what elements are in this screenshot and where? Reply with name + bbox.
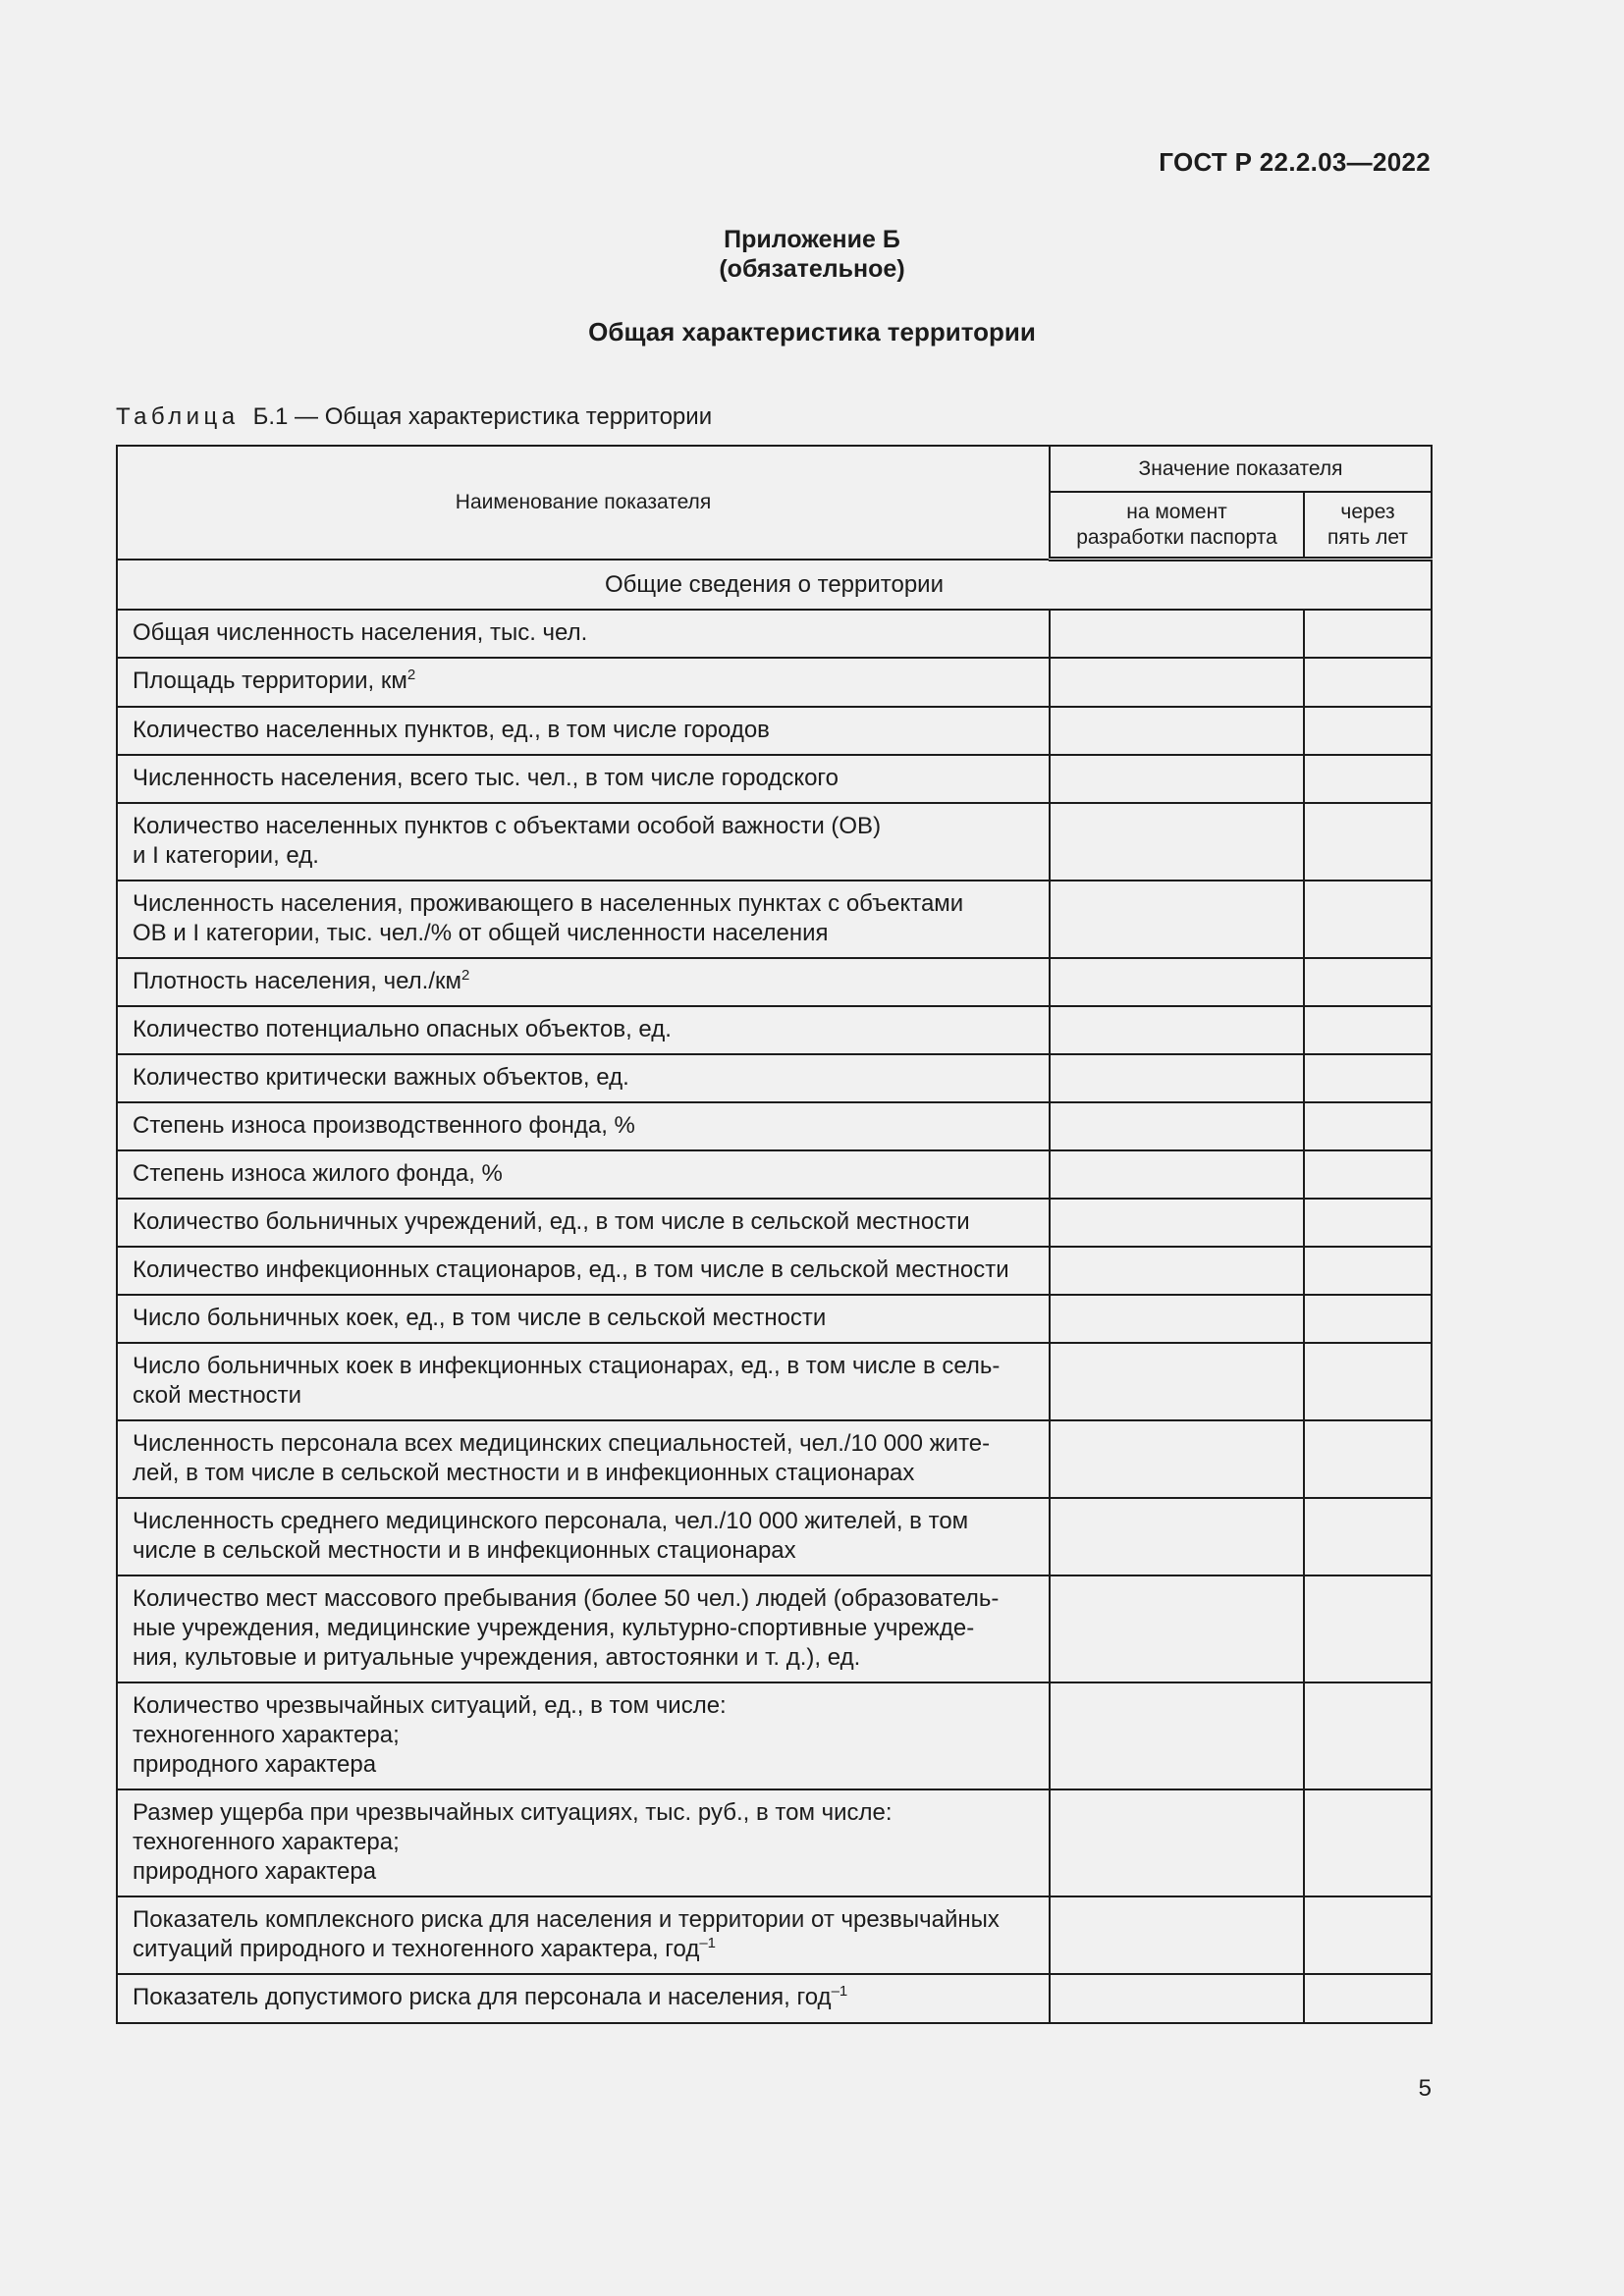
value-current-cell[interactable] — [1050, 1247, 1304, 1295]
indicator-name-line: Количество чрезвычайных ситуаций, ед., в том числе: — [133, 1692, 727, 1719]
value-five-years-cell[interactable] — [1304, 755, 1432, 803]
value-five-years-cell[interactable] — [1304, 1498, 1432, 1575]
indicator-name — [117, 1789, 1050, 1896]
indicator-name-line: ОВ и I категории, тыс. чел./% от общей численности населения — [133, 920, 829, 946]
indicator-name-line: Число больничных коек в инфекционных стационарах, ед., в том числе в сель- — [133, 1353, 1001, 1379]
indicator-name — [117, 1498, 1050, 1575]
table-row — [117, 881, 1432, 958]
table-row — [117, 1102, 1432, 1150]
indicator-name — [117, 1420, 1050, 1498]
indicator-name — [117, 1006, 1050, 1054]
indicator-name — [117, 610, 1050, 658]
indicator-name-text: Площадь территории, км — [133, 667, 407, 694]
value-five-years-cell[interactable] — [1304, 1006, 1432, 1054]
indicator-name-line: Число больничных коек, ед., в том числе в сельской местности — [133, 1305, 827, 1331]
value-five-years-cell[interactable] — [1304, 1295, 1432, 1343]
indicator-name — [117, 1343, 1050, 1420]
value-current-cell[interactable] — [1050, 1150, 1304, 1199]
value-current-cell[interactable] — [1050, 1199, 1304, 1247]
value-current-cell[interactable] — [1050, 707, 1304, 755]
value-current-cell[interactable] — [1050, 1343, 1304, 1420]
header-five-years — [1304, 492, 1432, 560]
unit-exponent: –1 — [699, 1935, 717, 1951]
table-row — [117, 1054, 1432, 1102]
indicator-name-line: Численность населения, всего тыс. чел., в том числе городского — [133, 765, 839, 791]
table-row — [117, 958, 1432, 1006]
indicator-name-line: Размер ущерба при чрезвычайных ситуациях, тыс. руб., в том числе: — [133, 1799, 893, 1826]
table-row — [117, 803, 1432, 881]
indicator-name-line — [133, 667, 1035, 696]
header-five-line-1: через — [1340, 500, 1395, 523]
table-caption-text: Б.1 — Общая характеристика территории — [252, 403, 713, 430]
indicator-name-line: природного характера — [133, 1858, 377, 1885]
value-current-cell[interactable] — [1050, 1682, 1304, 1789]
unit-exponent: 2 — [406, 667, 416, 683]
indicator-name — [117, 958, 1050, 1006]
table-caption — [116, 403, 712, 431]
value-five-years-cell[interactable] — [1304, 1054, 1432, 1102]
indicator-name-line: и I категории, ед. — [133, 842, 319, 869]
table-body — [117, 610, 1432, 2023]
table-row — [117, 1247, 1432, 1295]
table-row — [117, 1682, 1432, 1789]
indicator-name-line: Степень износа производственного фонда, % — [133, 1112, 635, 1139]
table-row — [117, 1343, 1432, 1420]
indicator-name — [117, 1199, 1050, 1247]
table-row — [117, 1006, 1432, 1054]
indicator-name-line: Степень износа жилого фонда, % — [133, 1160, 503, 1187]
page-number: 5 — [1418, 2075, 1432, 2102]
indicator-name-text: Плотность населения, чел./км — [133, 968, 461, 994]
header-five-line-2: пять лет — [1327, 525, 1408, 549]
value-five-years-cell[interactable] — [1304, 1789, 1432, 1896]
value-five-years-cell[interactable] — [1304, 1896, 1432, 1974]
indicator-name-line: Численность персонала всех медицинских специальностей, чел./10 000 жите- — [133, 1430, 991, 1457]
characteristics-table — [116, 445, 1433, 2024]
table-row — [117, 755, 1432, 803]
value-five-years-cell[interactable] — [1304, 610, 1432, 658]
indicator-name-line: ской местности — [133, 1382, 302, 1409]
header-indicator-name: Наименование показателя — [117, 446, 1050, 560]
value-current-cell[interactable] — [1050, 1295, 1304, 1343]
indicator-name — [117, 1102, 1050, 1150]
indicator-name-line: Количество инфекционных стационаров, ед., в том числе в сельской местности — [133, 1256, 1009, 1283]
table-row — [117, 1789, 1432, 1896]
indicator-name-line: Количество критически важных объектов, ед. — [133, 1064, 629, 1091]
value-current-cell[interactable] — [1050, 658, 1304, 707]
value-five-years-cell[interactable] — [1304, 1102, 1432, 1150]
header-current-line-2: разработки паспорта — [1076, 525, 1277, 549]
table-row — [117, 1896, 1432, 1974]
table-row — [117, 1150, 1432, 1199]
indicator-name — [117, 658, 1050, 707]
indicator-name — [117, 1054, 1050, 1102]
indicator-name-line: техногенного характера; — [133, 1722, 400, 1748]
indicator-name-line: Численность среднего медицинского персонала, чел./10 000 жителей, в том — [133, 1508, 969, 1534]
indicator-name-text: ситуаций природного и техногенного характера, год — [133, 1936, 700, 1962]
value-five-years-cell[interactable] — [1304, 1575, 1432, 1682]
value-five-years-cell[interactable] — [1304, 1420, 1432, 1498]
document-code: ГОСТ Р 22.2.03—2022 — [1159, 147, 1431, 177]
indicator-name-line: техногенного характера; — [133, 1829, 400, 1855]
value-current-cell[interactable] — [1050, 755, 1304, 803]
value-five-years-cell[interactable] — [1304, 658, 1432, 707]
indicator-name-line: природного характера — [133, 1751, 377, 1778]
value-current-cell[interactable] — [1050, 1575, 1304, 1682]
indicator-name — [117, 1575, 1050, 1682]
value-current-cell[interactable] — [1050, 1420, 1304, 1498]
section-title: Общая характеристика территории — [588, 317, 1036, 347]
indicator-name-line: ния, культовые и ритуальные учреждения, автостоянки и т. д.), ед. — [133, 1644, 861, 1671]
value-five-years-cell[interactable] — [1304, 1150, 1432, 1199]
indicator-name — [117, 1682, 1050, 1789]
value-five-years-cell[interactable] — [1304, 803, 1432, 881]
indicator-name-line: Количество населенных пунктов, ед., в том числе городов — [133, 717, 770, 743]
indicator-name-line: Количество больничных учреждений, ед., в том числе в сельской местности — [133, 1208, 970, 1235]
value-five-years-cell[interactable] — [1304, 1247, 1432, 1295]
value-five-years-cell[interactable] — [1304, 707, 1432, 755]
indicator-name — [117, 707, 1050, 755]
table-row — [117, 1295, 1432, 1343]
indicator-name-line: Количество мест массового пребывания (более 50 чел.) людей (образователь- — [133, 1585, 1000, 1612]
header-indicator-value: Значение показателя — [1050, 446, 1432, 492]
unit-exponent: –1 — [831, 1983, 848, 2000]
indicator-name-text: Показатель допустимого риска для персонала и населения, год — [133, 1984, 832, 2010]
value-current-cell[interactable] — [1050, 1974, 1304, 2023]
indicator-name — [117, 1974, 1050, 2023]
value-current-cell[interactable] — [1050, 881, 1304, 958]
indicator-name-line — [133, 1935, 1035, 1964]
value-current-cell[interactable] — [1050, 1789, 1304, 1896]
indicator-name-line — [133, 967, 1035, 996]
value-current-cell[interactable] — [1050, 1896, 1304, 1974]
value-five-years-cell[interactable] — [1304, 1682, 1432, 1789]
table-row — [117, 1498, 1432, 1575]
table-row — [117, 658, 1432, 707]
indicator-name-line: Количество населенных пунктов с объектами особой важности (ОВ) — [133, 813, 882, 839]
indicator-name — [117, 755, 1050, 803]
indicator-name — [117, 1247, 1050, 1295]
indicator-name — [117, 1150, 1050, 1199]
indicator-name — [117, 881, 1050, 958]
header-current — [1050, 492, 1304, 560]
indicator-name-line: числе в сельской местности и в инфекционных стационарах — [133, 1537, 796, 1564]
header-current-line-1: на момент — [1126, 500, 1227, 523]
table-row — [117, 610, 1432, 658]
table-row — [117, 707, 1432, 755]
appendix-note: (обязательное) — [719, 255, 905, 283]
indicator-name — [117, 1295, 1050, 1343]
indicator-name-line: ные учреждения, медицинские учреждения, культурно-спортивные учрежде- — [133, 1615, 975, 1641]
value-current-cell[interactable] — [1050, 1102, 1304, 1150]
value-five-years-cell[interactable] — [1304, 881, 1432, 958]
indicator-name-line — [133, 1983, 1035, 2012]
table-caption-word: Таблица — [116, 403, 240, 430]
indicator-name — [117, 803, 1050, 881]
value-five-years-cell[interactable] — [1304, 958, 1432, 1006]
value-current-cell[interactable] — [1050, 958, 1304, 1006]
appendix-heading — [0, 225, 1624, 284]
value-current-cell[interactable] — [1050, 610, 1304, 658]
indicator-name-line: Общая численность населения, тыс. чел. — [133, 619, 588, 646]
table-row — [117, 1199, 1432, 1247]
indicator-name-line: Количество потенциально опасных объектов, ед. — [133, 1016, 672, 1042]
value-current-cell[interactable] — [1050, 1498, 1304, 1575]
indicator-name — [117, 1896, 1050, 1974]
value-five-years-cell[interactable] — [1304, 1343, 1432, 1420]
value-five-years-cell[interactable] — [1304, 1974, 1432, 2023]
table-row — [117, 1974, 1432, 2023]
indicator-name-line: Численность населения, проживающего в населенных пунктах с объектами — [133, 890, 964, 917]
appendix-title: Приложение Б — [724, 226, 900, 253]
indicator-name-line: Показатель комплексного риска для населения и территории от чрезвычайных — [133, 1906, 1000, 1933]
value-current-cell[interactable] — [1050, 803, 1304, 881]
value-five-years-cell[interactable] — [1304, 1199, 1432, 1247]
group-general-info: Общие сведения о территории — [117, 560, 1432, 611]
table-row — [117, 1420, 1432, 1498]
value-current-cell[interactable] — [1050, 1006, 1304, 1054]
table-row — [117, 1575, 1432, 1682]
unit-exponent: 2 — [461, 967, 470, 984]
indicator-name-line: лей, в том числе в сельской местности и в инфекционных стационарах — [133, 1460, 915, 1486]
value-current-cell[interactable] — [1050, 1054, 1304, 1102]
